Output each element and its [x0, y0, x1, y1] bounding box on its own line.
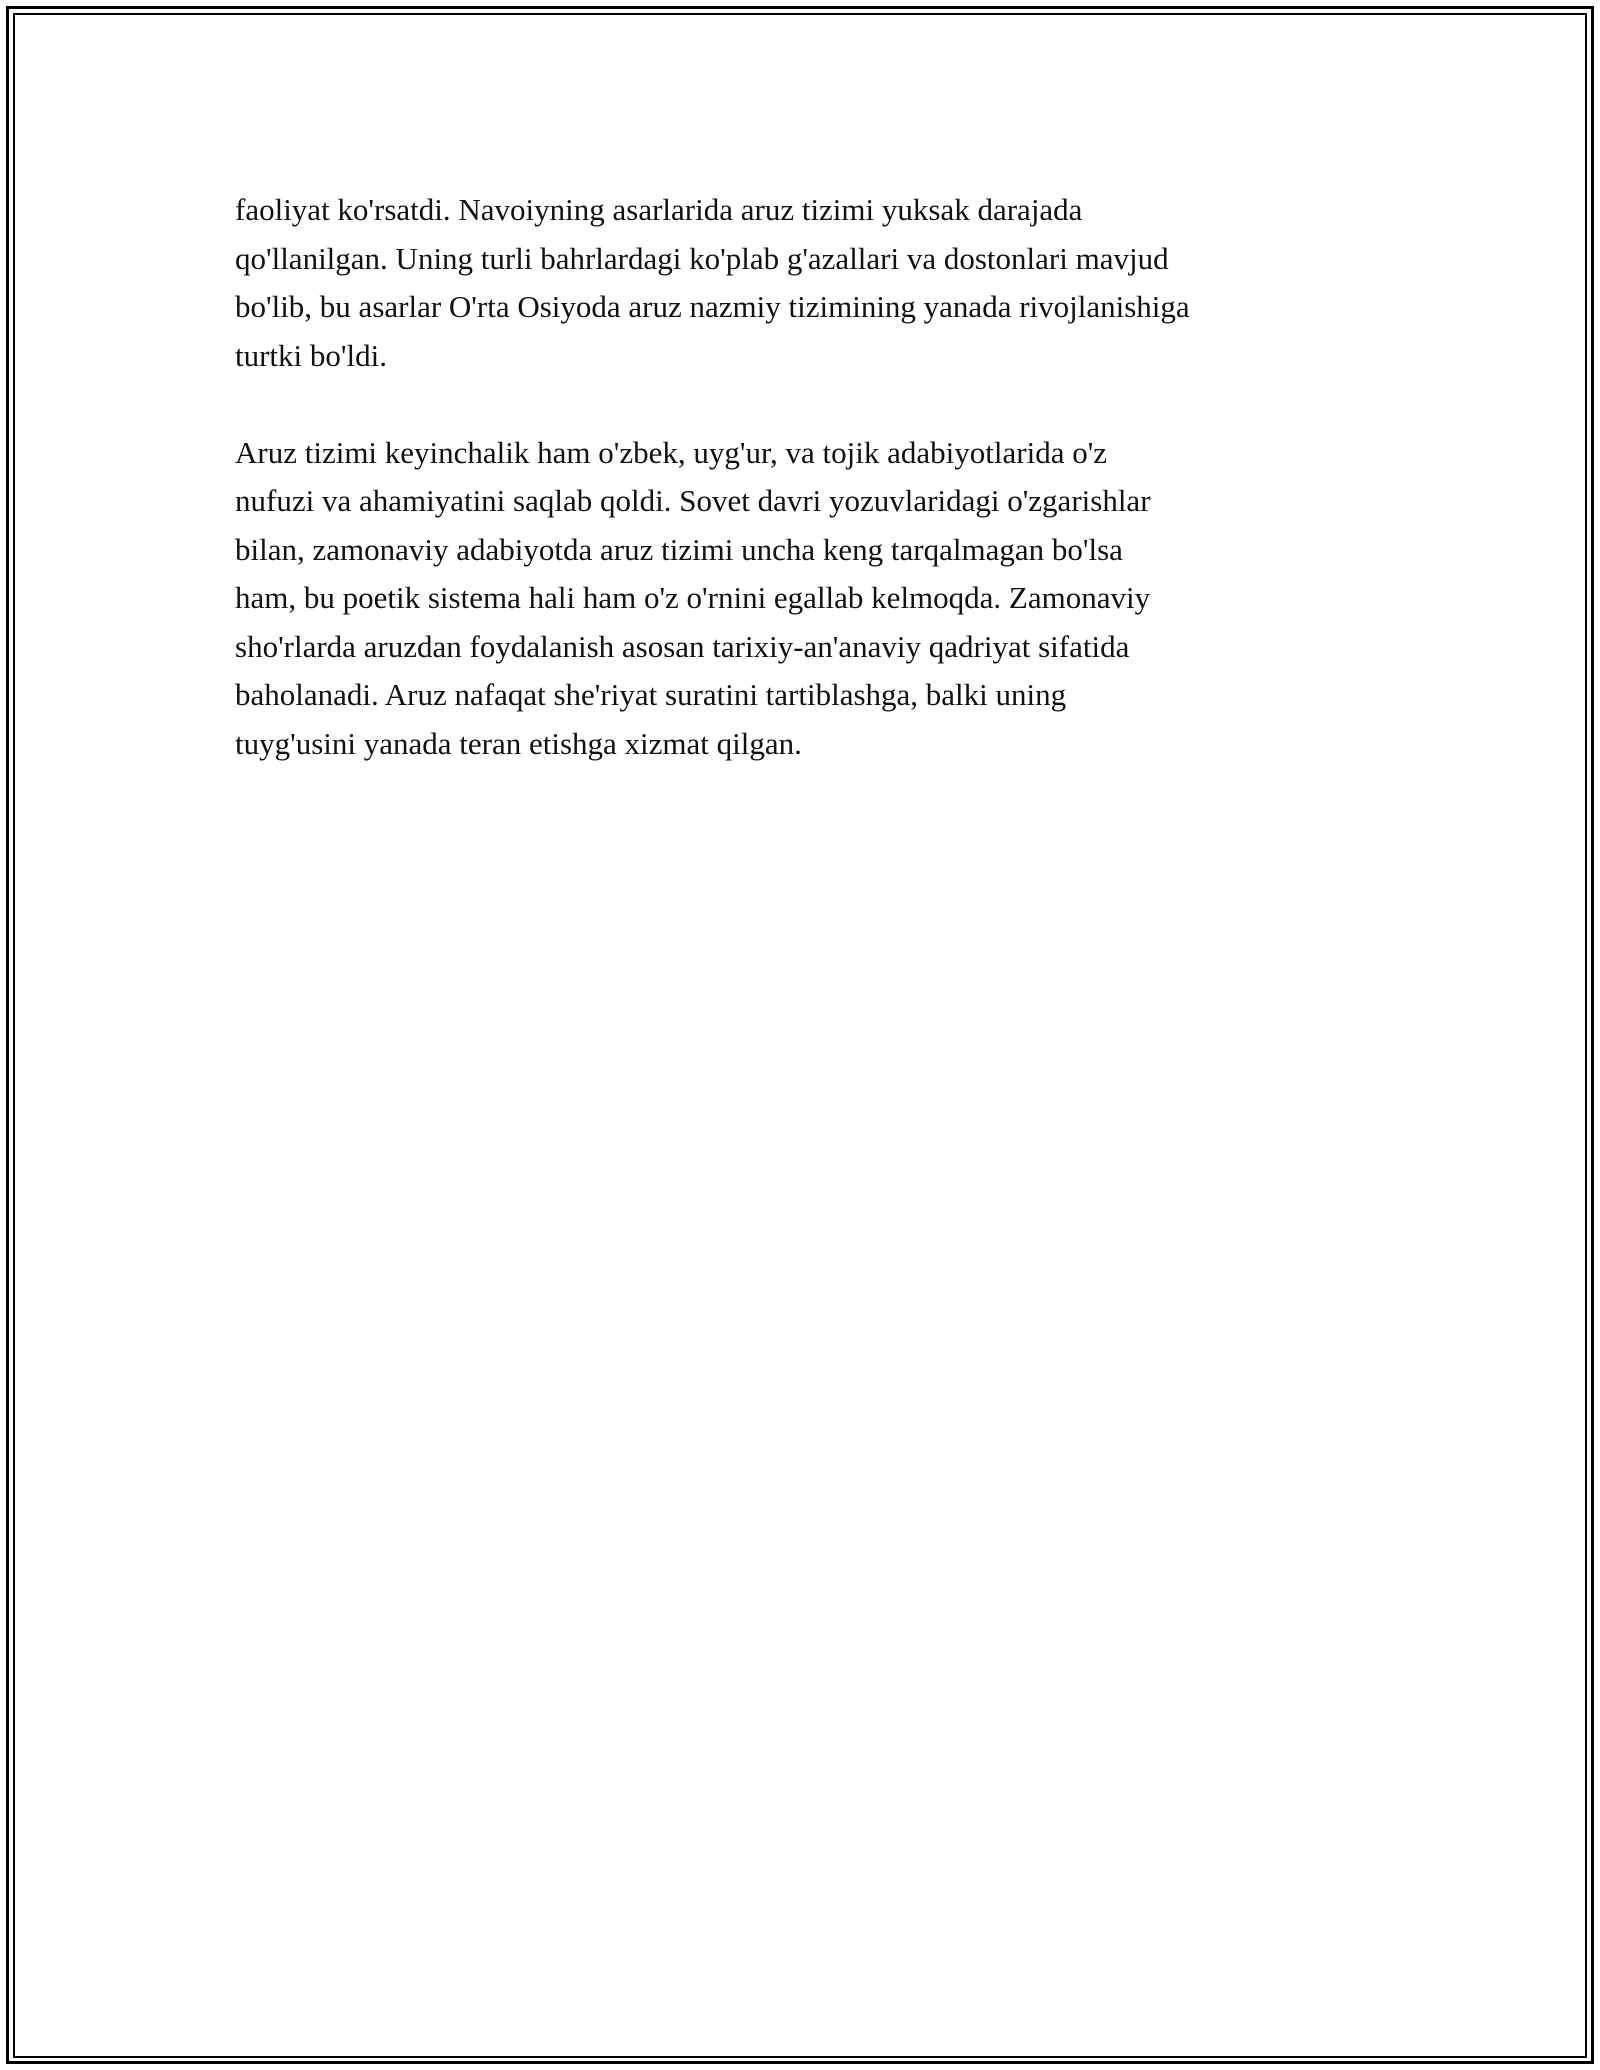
text-line: nufuzi va ahamiyatini saqlab qoldi. Sovet davri yozuvlaridagi o'zgarishlar	[235, 483, 1151, 518]
text-line: bilan, zamonaviy adabiyotda aruz tizimi uncha keng tarqalmagan bo'lsa	[235, 531, 1123, 567]
text-line: faoliyat ko'rsatdi. Navoiyning asarlarida aruz tizimi yuksak darajada	[235, 192, 1083, 227]
text-line: qo'llanilgan. Uning turli bahrlardagi ko'plab g'azallari va dostonlari mavjud	[235, 240, 1169, 276]
text-line: turtki bo'ldi.	[235, 337, 387, 373]
text-line: tuyg'usini yanada teran etishga xizmat qilgan.	[235, 725, 802, 761]
text-line: sho'rlarda aruzdan foydalanish asosan tarixiy-an'anaviy qadriyat sifatida	[235, 628, 1130, 664]
paragraph-1	[235, 186, 1375, 380]
text-line: ham, bu poetik sistema hali ham o'z o'rnini egallab kelmoqda. Zamonaviy	[235, 580, 1151, 615]
text-line: bo'lib, bu asarlar O'rta Osiyoda aruz nazmiy tizimining yanada rivojlanishiga	[235, 289, 1190, 324]
paragraph-2	[235, 429, 1375, 769]
text-line: Aruz tizimi keyinchalik ham o'zbek, uyg'ur, va tojik adabiyotlarida o'z	[235, 434, 1108, 470]
document-body	[235, 186, 1375, 817]
text-line: baholanadi. Aruz nafaqat she'riyat suratini tartiblashga, balki uning	[235, 677, 1067, 712]
